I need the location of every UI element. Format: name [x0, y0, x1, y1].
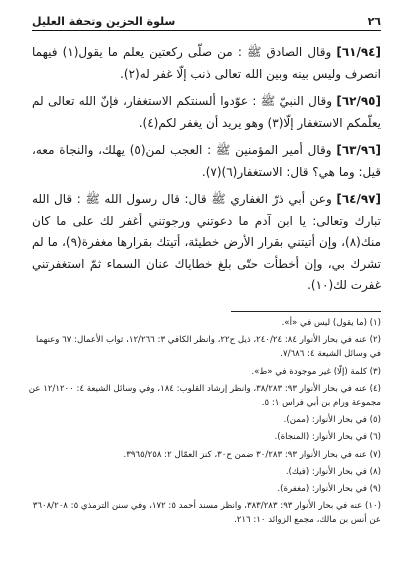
paragraph-text: وقال النبيّ ﷺ : عوّدوا ألسنتكم الاستغفار، فإنّ الله تعالى لم يعلّمكم الاستغفار إلّا(٣) وهو يريد أن يغفر لكم(٤). — [32, 94, 381, 130]
footnote: (٨) في بحار الأنوار: (فيك). — [285, 466, 381, 477]
footnote: (١٠) عنه في بحار الأنوار ٩٣: ٣٨٣/٢٨٣، وانظر مسند أحمد ٥: ١٧٢، وفي سنن الترمذي ٥: ٣٦٠٨/٢٠٨ عن أنس بن مالك، مجمع الزوائد ١٠: ٢١٦. — [32, 501, 381, 526]
footnote: (٥) في بحار الأنوار: (ممن). — [283, 415, 381, 426]
paragraph-number: [٦١/٩٤] — [336, 45, 381, 59]
running-header — [32, 12, 381, 28]
footnote: (٦) في بحار الأنوار: (المنجاة). — [274, 432, 381, 443]
paragraph-text: وقال الصادق ﷺ : من صلّى ركعتين يعلم ما يقول(١) فيهما انصرف وليس بينه وبين الله تعالى ذنب إلّا غفر له(٢). — [32, 45, 381, 81]
paragraph-text: وقال أمير المؤمنين ﷺ : العجب لمن(٥) يهلك، والنجاة معه، قيل: وما هي؟ قال: الاستغفار(٦)(٧). — [32, 143, 381, 179]
paragraph — [32, 91, 381, 134]
page-number: ٢٦ — [367, 15, 381, 28]
paragraph-number: [٦٣/٩٦] — [336, 143, 381, 157]
footnote: (٩) في بحار الأنوار: (مغفرة). — [277, 484, 381, 495]
footnote: (٢) عنه في بحار الأنوار ٨٤: ٢٤٠/٢٤، ذيل ح٢٢، وانظر الكافي ٣: ١٢/٢٦٦، ثواب الأعمال: ٦٧ وعنهما في وسائل الشيعة ٤: ٧/٦٨٦. — [36, 335, 381, 360]
paragraph — [32, 140, 381, 183]
footnote: (٣) كلمة (إلّا) غير موجودة في «ط». — [251, 366, 381, 377]
footnotes-list — [28, 316, 381, 531]
paragraph — [32, 42, 381, 85]
paragraph-number: [٦٤/٩٧] — [336, 192, 381, 206]
main-text — [32, 42, 381, 303]
footnote: (٧) عنه في بحار الأنوار ٩٣: ٣٠/٢٨٣ ضمن ح٣٠، كنز العمّال ٢: ٣٩٦٥/٢٥٨. — [123, 449, 381, 460]
footnote: (٤) عنه في بحار الأنوار ٩٣: ٣٨/٢٨٣، وانظر إرشاد القلوب: ١٨٤، وفي وسائل الشيعة ٤: ١٢/١٢٠٠ عن مجموعة ورام بن أبي فراس ١: ٥. — [28, 383, 381, 409]
header-divider — [32, 30, 381, 31]
paragraph-text: وعن أبي ذرّ الغفاري ﷺ قال: قال رسول الله ﷺ : قال الله تبارك وتعالى: يا ابن آدم ما دعوتني ورجوتني أغفر لك على ما كان منك(٨)، وإن أتيتني بقرار الأرض خطيئة، أتيتك بقرارها مغفرة(٩)، ما لم تشرك بي، وإن أخطأت حتّى بلغ خطاياك عنان السماء ثمّ استغفرتني غفرت لك(١٠). — [32, 192, 381, 292]
paragraph-number: [٦٢/٩٥] — [336, 94, 381, 108]
footnote-divider — [231, 311, 381, 312]
paragraph — [32, 189, 381, 297]
footnote: (١) (ما يقول) ليس في «أ». — [281, 318, 381, 328]
running-title: سلوة الحزين وتحفة العليل — [32, 15, 176, 28]
